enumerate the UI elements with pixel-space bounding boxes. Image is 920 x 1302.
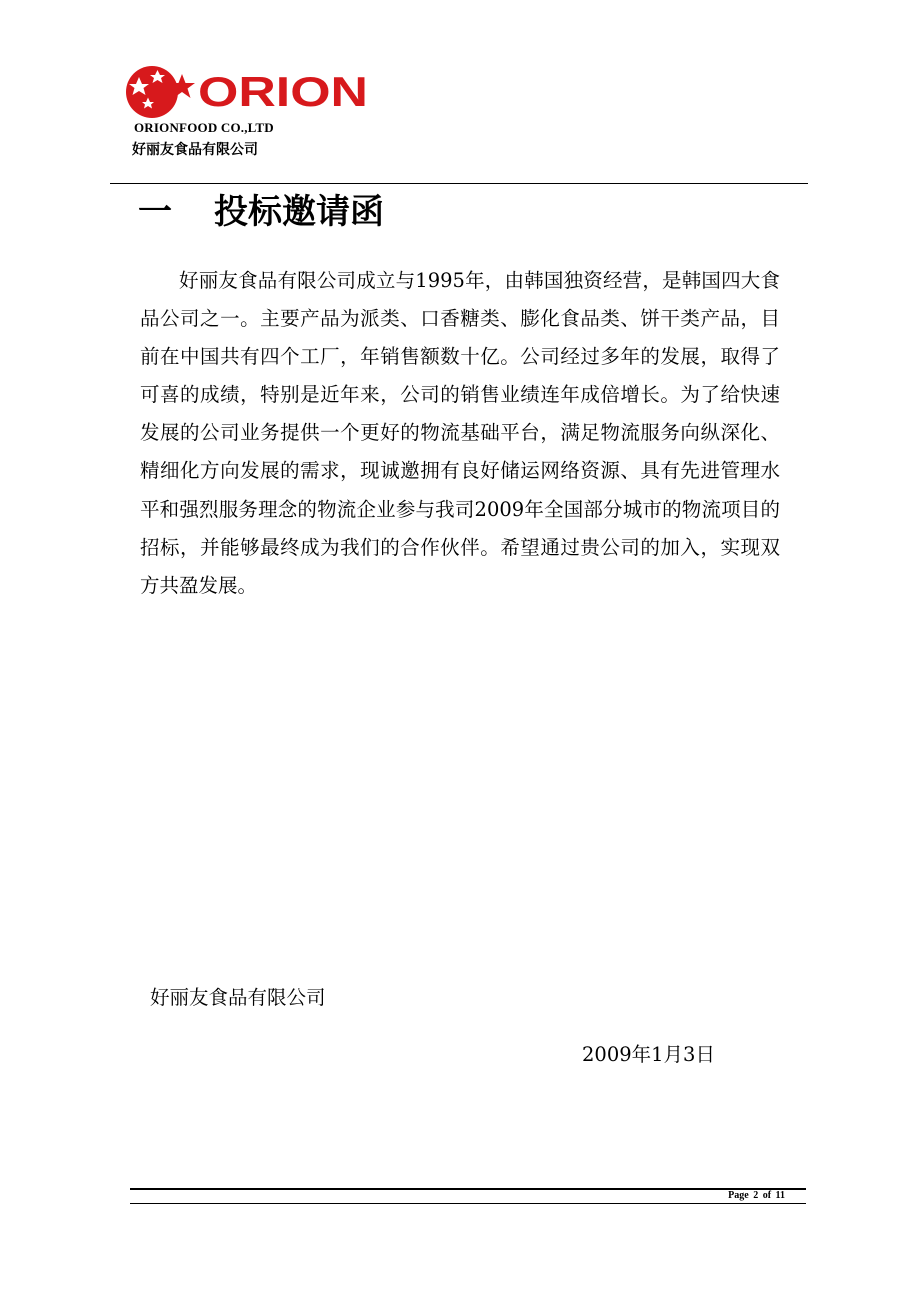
header-divider — [110, 183, 808, 184]
invitation-paragraph: 好丽友食品有限公司成立与1995年，由韩国独资经营，是韩国四大食品公司之一。主要产品为派类、口香糖类、膨化食品类、饼干类产品，目前在中国共有四个工厂，年销售额数十亿。公司经过多年的发展，取得了可喜的成绩，特别是近年来，公司的销售业绩连年成倍增长。为了给快速发展的公司业务提供一个更好的物流基础平台，满足物流服务向纵深化、精细化方向发展的需求，现诚邀拥有良好储运网络资源、具有先进管理水平和强烈服务理念的物流企业参与我司2009年全国部分城市的物流项目的招标，并能够最终成为我们的合作伙伴。希望通过贵公司的加入，实现双方共盈发展。 — [140, 269, 780, 597]
page-number: Page 2 of 11 — [728, 1190, 785, 1201]
section-title: 投标邀请函 — [214, 192, 384, 232]
section-heading — [138, 186, 384, 238]
company-name-chinese: 好丽友食品有限公司 — [132, 142, 258, 158]
signature-date: 2009年1月3日 — [582, 1043, 715, 1066]
section-number: 一 — [138, 192, 172, 232]
orion-wordmark: ORION — [198, 68, 368, 115]
orion-logo — [122, 62, 372, 118]
company-name-english: ORIONFOOD CO.,LTD — [134, 120, 274, 135]
footer-divider-thick — [130, 1188, 806, 1190]
footer-divider-thin — [130, 1203, 806, 1204]
signature-company: 好丽友食品有限公司 — [150, 986, 326, 1009]
orion-logo-emblem — [126, 66, 195, 118]
